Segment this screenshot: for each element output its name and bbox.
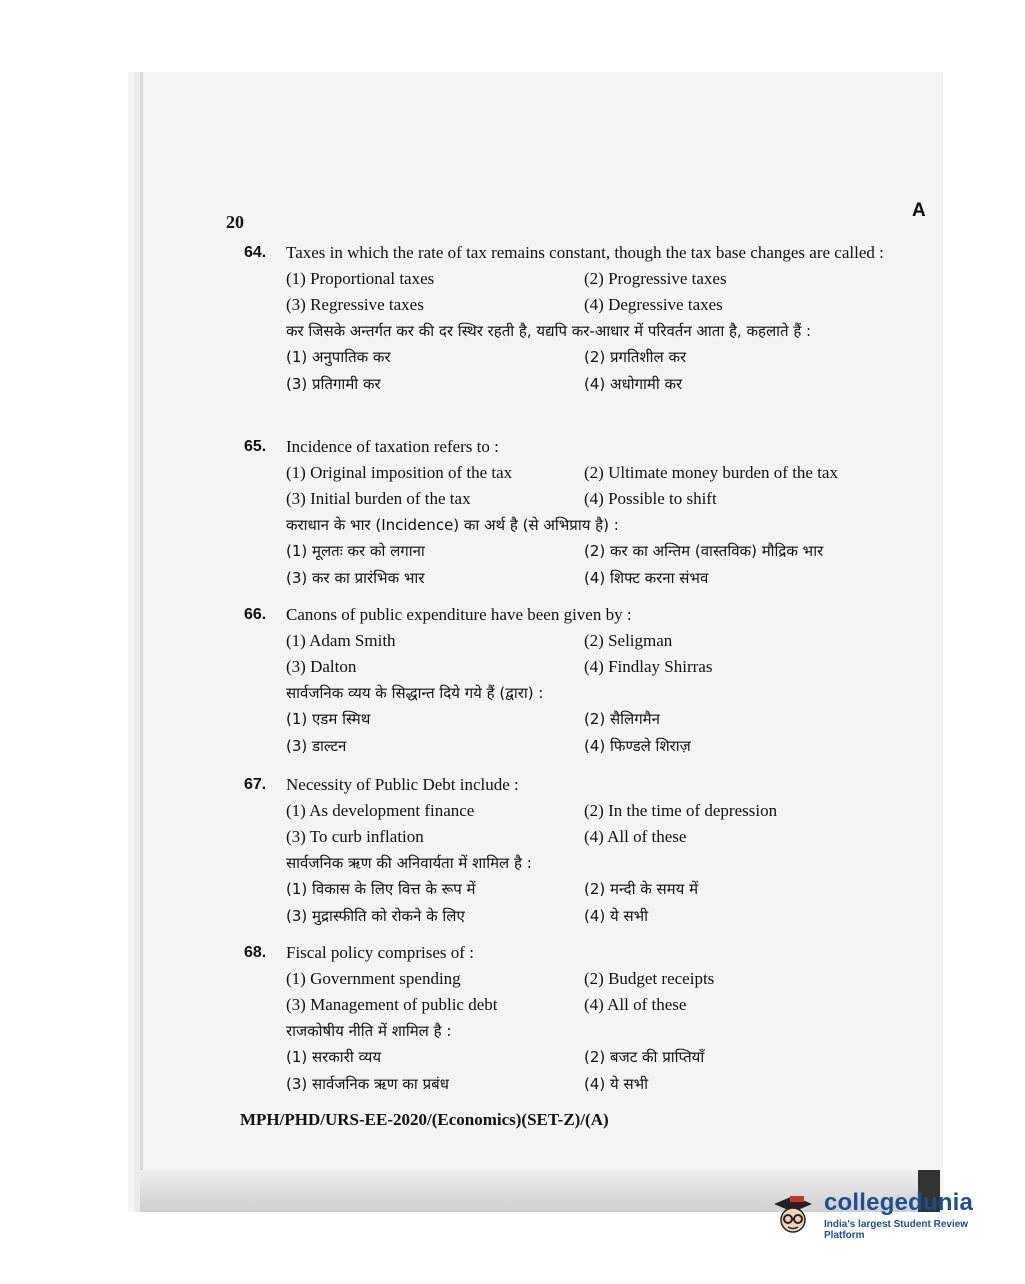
set-letter: A: [912, 200, 926, 221]
question-text: Taxes in which the rate of tax remains constant, though the tax base changes are called :: [286, 243, 884, 262]
question-65: [244, 434, 924, 592]
option-2: (2) Progressive taxes: [584, 269, 727, 288]
option-2: (2) Seligman: [584, 631, 673, 650]
option-1-hindi: (1) सरकारी व्यय: [286, 1048, 382, 1066]
option-4: (4) All of these: [584, 827, 687, 846]
option-1-hindi: (1) मूलतः कर को लगाना: [286, 542, 425, 560]
question-67: [244, 772, 924, 930]
option-3-hindi: (3) सार्वजनिक ऋण का प्रबंध: [286, 1075, 449, 1093]
option-1: (1) As development finance: [286, 801, 475, 820]
paper-code-footer: MPH/PHD/URS-EE-2020/(Economics)(SET-Z)/(A): [240, 1110, 609, 1129]
question-number: 66.: [244, 606, 267, 623]
question-66: [244, 602, 924, 760]
option-2-hindi: (2) बजट की प्राप्तियाँ: [584, 1048, 705, 1066]
option-3: (3) Dalton: [286, 657, 357, 676]
option-4-hindi: (4) शिफ्ट करना संभव: [584, 569, 709, 587]
option-3-hindi: (3) डाल्टन: [286, 737, 347, 755]
question-number: 68.: [244, 944, 267, 961]
question-number: 65.: [244, 438, 267, 455]
question-text: Incidence of taxation refers to :: [286, 437, 499, 456]
question-text: Canons of public expenditure have been given by :: [286, 605, 632, 624]
question-text-hindi: कर जिसके अन्तर्गत कर की दर स्थिर रहती है, यद्यपि कर-आधार में परिवर्तन आता है, कहलाते हैं :: [286, 322, 812, 340]
option-1: (1) Adam Smith: [286, 631, 396, 650]
option-3-hindi: (3) कर का प्रारंभिक भार: [286, 569, 425, 587]
question-text: Necessity of Public Debt include :: [286, 775, 519, 794]
question-64: [244, 240, 924, 398]
question-text-hindi: सार्वजनिक व्यय के सिद्धान्त दिये गये हैं (द्वारा) :: [286, 684, 544, 702]
option-3: (3) Management of public debt: [286, 995, 498, 1014]
option-4: (4) Findlay Shirras: [584, 657, 713, 676]
option-2-hindi: (2) प्रगतिशील कर: [584, 348, 687, 366]
option-3-hindi: (3) प्रतिगामी कर: [286, 375, 381, 393]
option-3: (3) Initial burden of the tax: [286, 489, 471, 508]
option-1: (1) Government spending: [286, 969, 461, 988]
collegedunia-logo[interactable]: [770, 1180, 1000, 1250]
option-2-hindi: (2) मन्दी के समय में: [584, 880, 699, 898]
option-3: (3) Regressive taxes: [286, 295, 424, 314]
option-2: (2) In the time of depression: [584, 801, 778, 820]
question-text-hindi: कराधान के भार (Incidence) का अर्थ है (से अभिप्राय है) :: [286, 516, 619, 534]
option-2: (2) Ultimate money burden of the tax: [584, 463, 838, 482]
option-3-hindi: (3) मुद्रास्फीति को रोकने के लिए: [286, 907, 465, 925]
question-text-hindi: सार्वजनिक ऋण की अनिवार्यता में शामिल है :: [286, 854, 532, 872]
option-4-hindi: (4) ये सभी: [584, 907, 649, 925]
page-number: 20: [226, 212, 244, 232]
option-4: (4) Possible to shift: [584, 489, 717, 508]
option-4: (4) All of these: [584, 995, 687, 1014]
option-1-hindi: (1) एडम स्मिथ: [286, 710, 371, 728]
option-3: (3) To curb inflation: [286, 827, 424, 846]
option-1-hindi: (1) अनुपातिक कर: [286, 348, 391, 366]
option-2: (2) Budget receipts: [584, 969, 715, 988]
option-1: (1) Proportional taxes: [286, 269, 435, 288]
option-1-hindi: (1) विकास के लिए वित्त के रूप में: [286, 880, 476, 898]
option-4-hindi: (4) फिण्डले शिराज़: [584, 737, 691, 755]
graduate-mascot-icon: [770, 1192, 816, 1238]
question-number: 64.: [244, 244, 267, 261]
question-number: 67.: [244, 776, 267, 793]
question-text: Fiscal policy comprises of :: [286, 943, 474, 962]
option-2-hindi: (2) सैलिगमैन: [584, 710, 660, 728]
option-1: (1) Original imposition of the tax: [286, 463, 513, 482]
logo-name: collegedunia: [824, 1189, 974, 1216]
option-2-hindi: (2) कर का अन्तिम (वास्तविक) मौद्रिक भार: [584, 542, 824, 560]
option-4-hindi: (4) ये सभी: [584, 1075, 649, 1093]
question-68: [244, 940, 924, 1098]
logo-tagline: India's largest Student Review Platform: [824, 1219, 969, 1241]
question-text-hindi: राजकोषीय नीति में शामिल है :: [286, 1022, 452, 1040]
option-4: (4) Degressive taxes: [584, 295, 723, 314]
option-4-hindi: (4) अधोगामी कर: [584, 375, 683, 393]
